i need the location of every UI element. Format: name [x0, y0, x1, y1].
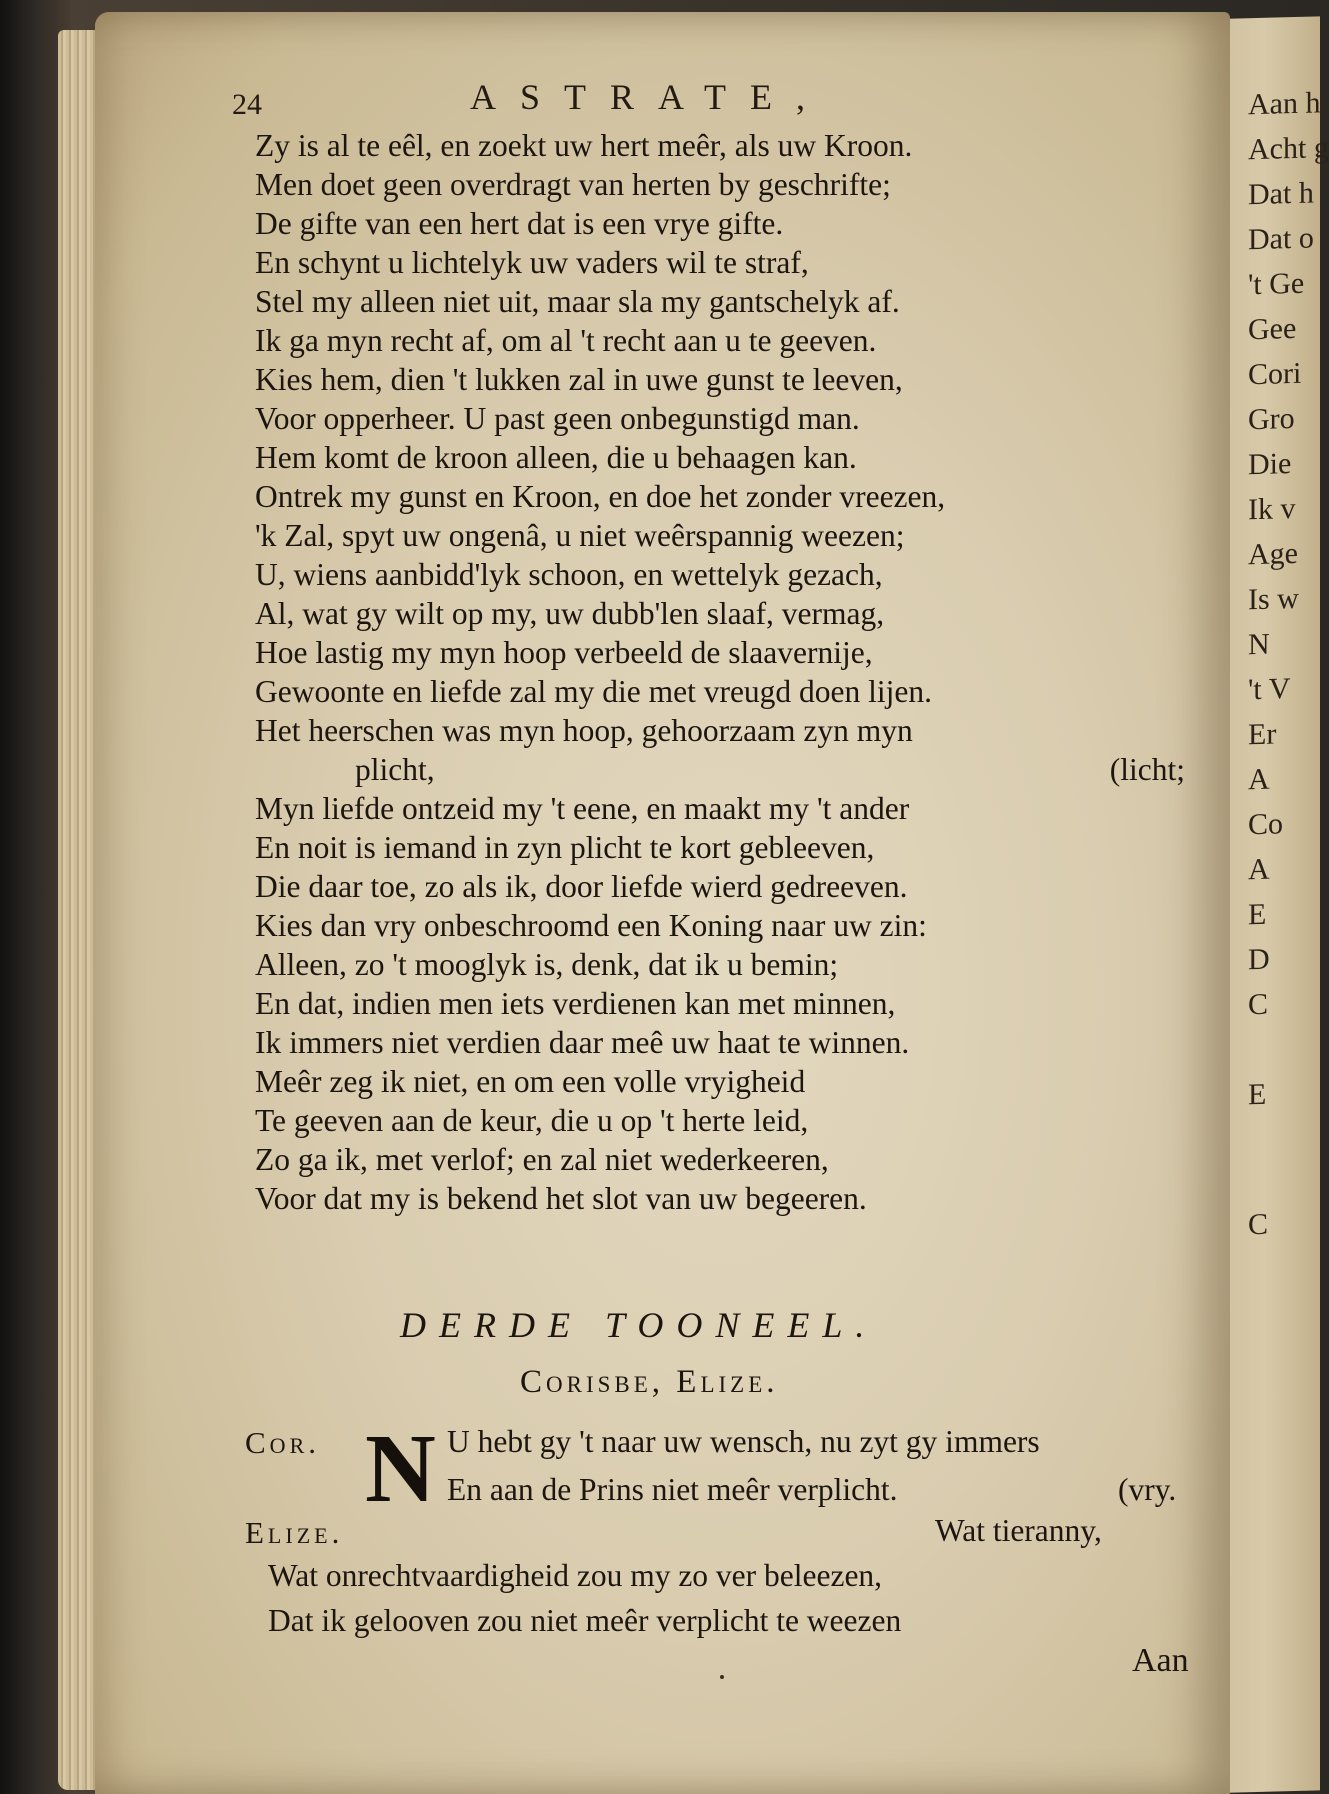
verse-turnover-left: plicht, [355, 752, 435, 787]
facing-line: Die [1248, 447, 1292, 482]
verse-line: Hoe lastig my myn hoop verbeeld de slaavernije, [255, 635, 873, 670]
verse-line: Men doet geen overdragt van herten by geschrifte; [255, 167, 891, 202]
facing-line: D [1248, 942, 1270, 977]
scene-heading: DERDE TOONEEL. [400, 1305, 878, 1345]
verse-line: Die daar toe, zo als ik, door liefde wierd gedreeven. [255, 869, 908, 904]
dialogue-line: U hebt gy 't naar uw wensch, nu zyt gy immers [447, 1424, 1040, 1459]
verse-line: En dat, indien men iets verdienen kan met minnen, [255, 986, 896, 1021]
verse-block [255, 126, 1195, 1218]
verse-line: Kies dan vry onbeschroomd een Koning naar uw zin: [255, 908, 927, 943]
dialogue-line: En aan de Prins niet meêr verplicht. [447, 1472, 898, 1507]
verse-line: Ontrek my gunst en Kroon, en doe het zonder vreezen, [255, 479, 946, 514]
verse-line: En noit is iemand in zyn plicht te kort gebleeven, [255, 830, 875, 865]
verse-line: Alleen, zo 't mooglyk is, denk, dat ik u bemin; [255, 947, 839, 982]
facing-line: Acht g [1248, 131, 1329, 167]
facing-line: C [1248, 987, 1269, 1022]
verse-line: Te geeven aan de keur, die u op 't herte leid, [255, 1103, 809, 1138]
verse-line: Stel my alleen niet uit, maar sla my gantschelyk af. [255, 284, 900, 319]
facing-line: N [1248, 627, 1270, 662]
facing-line: Is w [1248, 581, 1299, 617]
facing-line: A [1248, 852, 1270, 887]
facing-line: C [1248, 1207, 1269, 1242]
dialogue-turnover: (vry. [1118, 1472, 1177, 1507]
verse-line: Ik ga myn recht af, om al 't recht aan u te geeven. [255, 323, 877, 358]
dialogue-line: Wat tieranny, [935, 1513, 1102, 1548]
verse-line: Voor dat my is bekend het slot van uw begeeren. [255, 1181, 867, 1216]
facing-line: Cori [1248, 356, 1302, 392]
verse-line: Meêr zeg ik niet, en om een volle vryigheid [255, 1064, 806, 1099]
facing-line: Dat h [1248, 176, 1314, 212]
facing-line: Age [1248, 536, 1298, 572]
facing-line: 't V [1248, 672, 1291, 707]
verse-line: Zo ga ik, met verlof; en zal niet wederkeeren, [255, 1142, 829, 1177]
verse-line: 'k Zal, spyt uw ongenâ, u niet weêrspannig weezen; [255, 518, 905, 553]
speaker-elize: Elize. [245, 1515, 344, 1550]
scene-characters: Corisbe, Elize. [520, 1364, 779, 1400]
facing-line: 't Ge [1248, 266, 1305, 302]
verse-line: Gewoonte en liefde zal my die met vreugd doen lijen. [255, 674, 933, 709]
facing-line: Ik v [1248, 491, 1296, 527]
facing-line: Gro [1248, 401, 1295, 437]
verse-line: Hem komt de kroon alleen, die u behaagen kan. [255, 440, 857, 475]
drop-cap: N [365, 1415, 436, 1523]
facing-line: Co [1248, 807, 1284, 842]
facing-line: Er [1248, 717, 1277, 752]
verse-line: En schynt u lichtelyk uw vaders wil te straf, [255, 245, 809, 280]
dialogue-line: Wat onrechtvaardigheid zou my zo ver beleezen, [268, 1558, 883, 1593]
page-number: 24 [232, 88, 262, 121]
catchword: Aan [1132, 1642, 1189, 1679]
facing-line: E [1248, 897, 1267, 932]
verse-line: Voor opperheer. U past geen onbegunstigd man. [255, 401, 860, 436]
ink-spot [720, 1675, 724, 1679]
verse-line: Ik immers niet verdien daar meê uw haat te winnen. [255, 1025, 910, 1060]
verse-line: Myn liefde ontzeid my 't eene, en maakt my 't ander [255, 791, 910, 826]
facing-line: Gee [1248, 311, 1297, 347]
verse-line: Zy is al te eêl, en zoekt uw hert meêr, als uw Kroon. [255, 128, 913, 163]
facing-line: A [1248, 762, 1270, 797]
verse-line: U, wiens aanbidd'lyk schoon, en wettelyk gezach, [255, 557, 883, 592]
facing-line: Dat o [1248, 221, 1314, 257]
facing-line: Aan h [1248, 86, 1321, 122]
dialogue-line: Dat ik gelooven zou niet meêr verplicht te weezen [268, 1603, 902, 1638]
verse-line-split [255, 750, 1185, 789]
verse-line: Het heerschen was myn hoop, gehoorzaam zyn myn [255, 713, 913, 748]
verse-line: De gifte van een hert dat is een vrye gifte. [255, 206, 784, 241]
verse-line: Kies hem, dien 't lukken zal in uwe gunst te leeven, [255, 362, 903, 397]
facing-line: E [1248, 1077, 1267, 1112]
verse-line: Al, wat gy wilt op my, uw dubb'len slaaf, vermag, [255, 596, 885, 631]
verse-turnover-right: (licht; [1109, 752, 1185, 787]
speaker-corisbe: Cor. [245, 1425, 320, 1460]
running-title: ASTRATE, [470, 77, 830, 117]
